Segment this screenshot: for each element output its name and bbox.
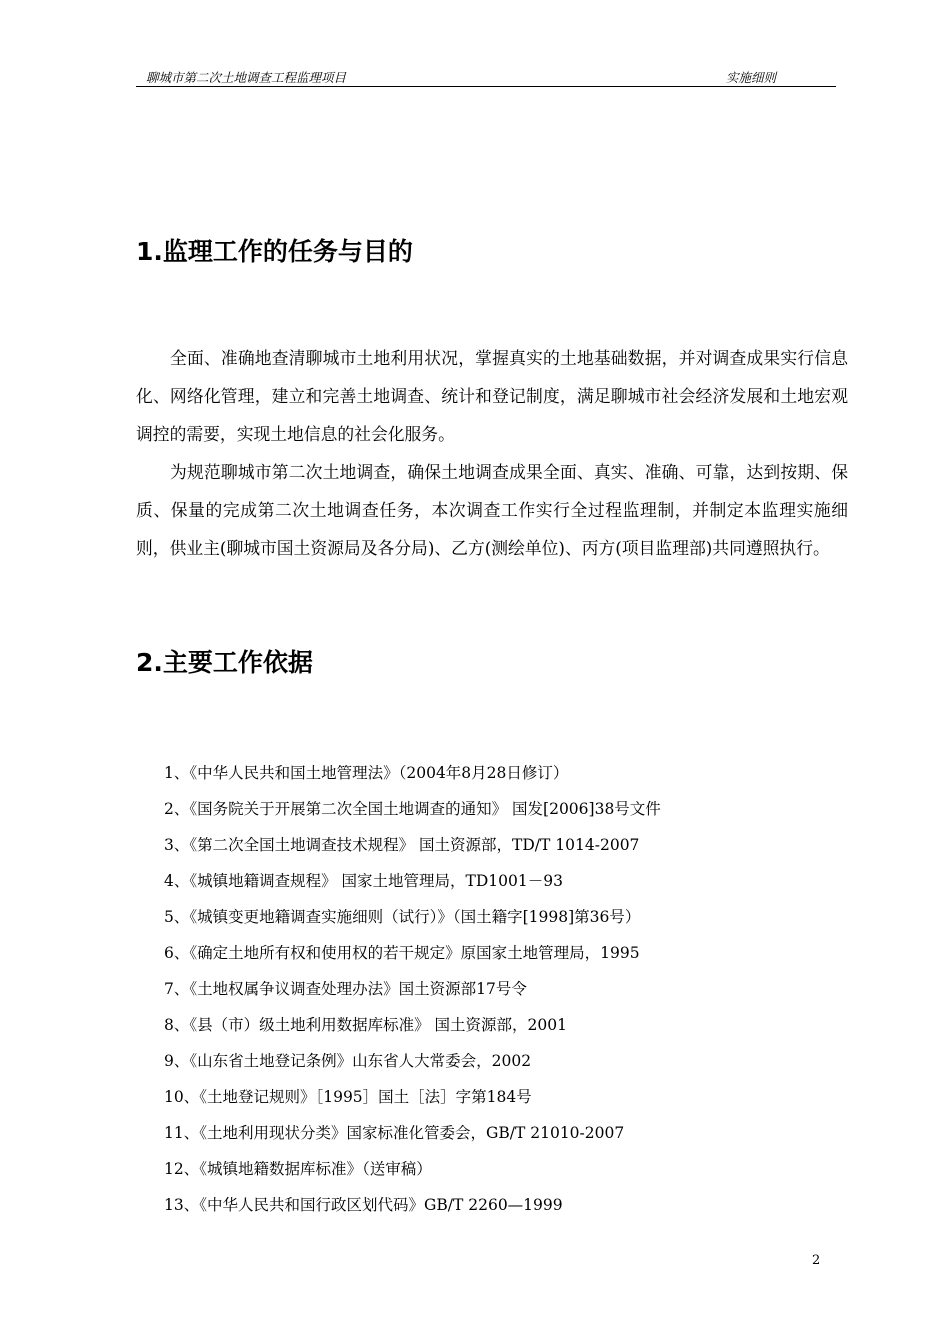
reference-item: 9、《山东省土地登记条例》山东省人大常委会，2002 [164, 1052, 532, 1070]
section-1-paragraph-2: 为规范聊城市第二次土地调查，确保土地调查成果全面、真实、准确、可靠，达到按期、保质、保量的完成第二次土地调查任务，本次调查工作实行全过程监理制，并制定本监理实施细则，供业主(聊城市国土资源局及各分局)、乙方(测绘单位)、丙方(项目监理部)共同遵照执行。 [136, 462, 848, 558]
reference-list [164, 760, 661, 1228]
page-number: 2 [812, 1253, 821, 1268]
reference-item: 12、《城镇地籍数据库标准》（送审稿） [164, 1160, 432, 1178]
section-1-title: 1.监理工作的任务与目的 [136, 237, 413, 266]
reference-item: 2、《国务院关于开展第二次全国土地调查的通知》 国发[2006]38号文件 [164, 800, 661, 818]
header-document-type: 实施细则 [726, 70, 777, 85]
reference-item: 4、《城镇地籍调查规程》 国家土地管理局，TD1001－93 [164, 872, 563, 890]
reference-item: 1、《中华人民共和国土地管理法》（2004年8月28日修订） [164, 764, 569, 782]
page-header [136, 66, 836, 87]
reference-item: 10、《土地登记规则》［1995］国土［法］字第184号 [164, 1088, 532, 1106]
reference-item: 11、《土地利用现状分类》国家标准化管委会，GB/T 21010-2007 [164, 1124, 625, 1142]
reference-item: 3、《第二次全国土地调查技术规程》 国土资源部，TD/T 1014-2007 [164, 836, 640, 854]
header-project-title: 聊城市第二次土地调查工程监理项目 [146, 70, 347, 85]
section-1-paragraph-1: 全面、准确地查清聊城市土地利用状况，掌握真实的土地基础数据，并对调查成果实行信息化、网络化管理，建立和完善土地调查、统计和登记制度，满足聊城市社会经济发展和土地宏观调控的需要，实现土地信息的社会化服务。 [136, 348, 848, 444]
reference-item: 6、《确定土地所有权和使用权的若干规定》原国家土地管理局，1995 [164, 944, 640, 962]
section-2-title: 2.主要工作依据 [136, 648, 313, 677]
reference-item: 13、《中华人民共和国行政区划代码》GB/T 2260—1999 [164, 1196, 563, 1214]
reference-item: 5、《城镇变更地籍调查实施细则（试行）》（国土籍字[1998]第36号） [164, 908, 641, 926]
reference-item: 7、《土地权属争议调查处理办法》国土资源部17号令 [164, 980, 527, 998]
reference-item: 8、《县（市）级土地利用数据库标准》 国土资源部，2001 [164, 1016, 567, 1034]
